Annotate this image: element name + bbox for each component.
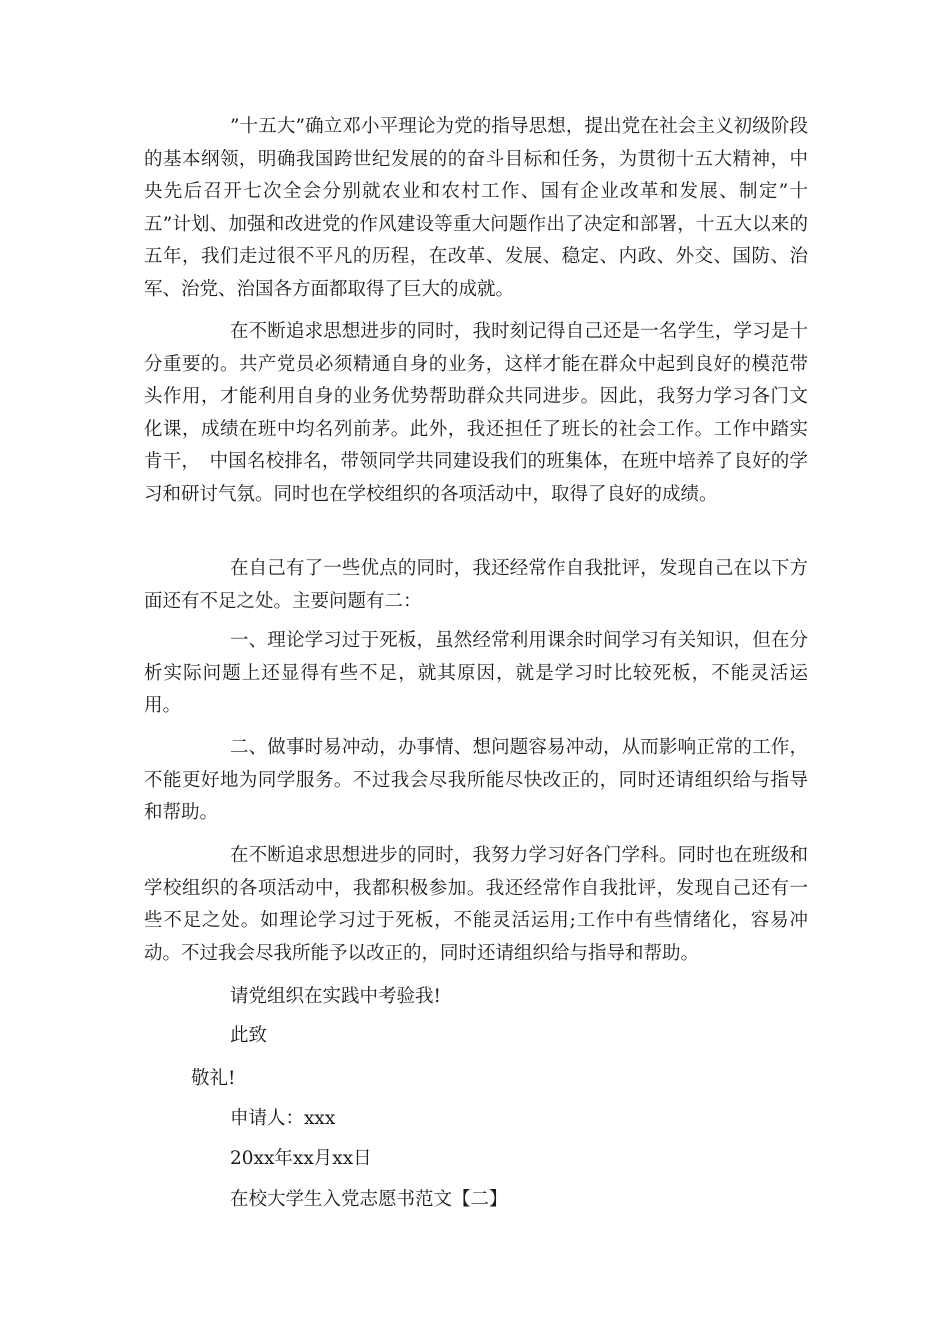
paragraph-6: 在不断追求思想进步的同时，我努力学习好各门学科。同时也在班级和学校组织的各项活动中，我都积极参加。我还经常作自我批评，发现自己还有一些不足之处。如理论学习过于死板，不能灵活运用;工作中有些情绪化，容易冲动。不过我会尽我所能予以改正的，同时还请组织给与指导和帮助。 [144, 845, 808, 964]
applicant-line: 申请人：xxx [230, 1108, 336, 1129]
closing-request: 请党组织在实践中考验我! [230, 986, 441, 1007]
paragraph-4: 一、理论学习过于死板，虽然经常利用课余时间学习有关知识，但在分析实际问题上还显得有些不足，就其原因，就是学习时比较死板，不能灵活运用。 [144, 630, 808, 717]
salutation-cizhi: 此致 [230, 1025, 268, 1046]
paragraph-1: ”十五大”确立邓小平理论为党的指导思想，提出党在社会主义初级阶段的基本纲领，明确我国跨世纪发展的的奋斗目标和任务，为贯彻十五大精神，中央先后召开七次全会分别就农业和农村工作、国有企业改革和发展、制定”十五”计划、加强和改进党的作风建设等重大问题作出了决定和部署，十五大以来的五年，我们走过很不平凡的历程，在改革、发展、稳定、内政、外交、国防、治军、治党、治国各方面都取得了巨大的成就。 [144, 116, 808, 300]
paragraph-3: 在自己有了一些优点的同时，我还经常作自我批评，发现自己在以下方面还有不足之处。主要问题有二： [144, 558, 808, 612]
paragraph-2: 在不断追求思想进步的同时，我时刻记得自己还是一名学生，学习是十分重要的。共产党员必须精通自身的业务，这样才能在群众中起到良好的模范带头作用，才能利用自身的业务优势帮助群众共同进步。因此，我努力学习各门文化课，成绩在班中均名列前茅。此外，我还担任了班长的社会工作。工作中踏实肯干， 中国名校排名，带领同学共同建设我们的班集体，在班中培养了良好的学习和研讨气氛。同时也在学校组织的各项活动中，取得了良好的成绩。 [144, 321, 808, 505]
salutation-jingli: 敬礼! [191, 1068, 236, 1089]
next-article-title: 在校大学生入党志愿书范文【二】 [230, 1189, 508, 1210]
date-line: 20xx年xx月xx日 [230, 1148, 372, 1169]
paragraph-5: 二、做事时易冲动，办事情、想问题容易冲动，从而影响正常的工作，不能更好地为同学服务。不过我会尽我所能尽快改正的，同时还请组织给与指导和帮助。 [144, 737, 808, 824]
